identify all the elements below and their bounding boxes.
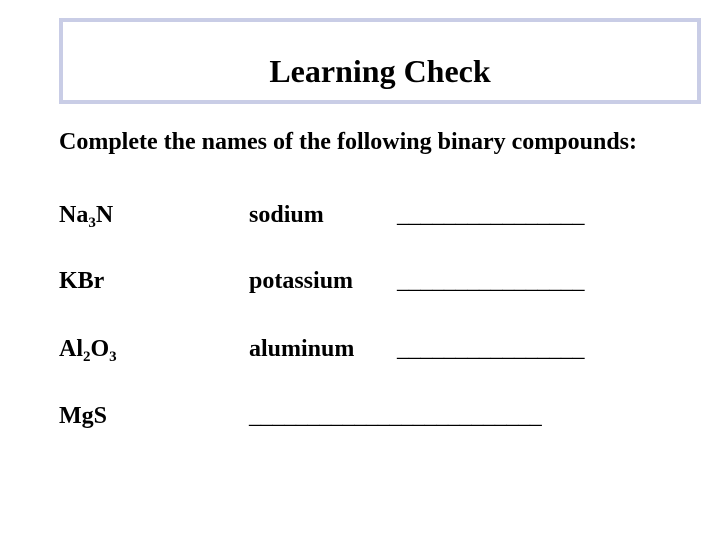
- compound-row-3: [0, 336, 728, 370]
- formula-symbol: Al: [59, 336, 83, 362]
- formula-subscript: 2: [83, 349, 91, 365]
- title-box: [59, 18, 701, 104]
- compound-row-1: [0, 202, 728, 236]
- formula-symbol: KBr: [59, 268, 105, 294]
- name-prefix: potassium: [249, 268, 354, 294]
- answer-blank[interactable]: ________________: [397, 202, 585, 228]
- compound-formula: [59, 202, 113, 229]
- compound-formula: [59, 403, 107, 430]
- answer-blank[interactable]: ________________: [397, 268, 585, 294]
- formula-subscript: 3: [88, 215, 96, 231]
- instructions-text: Complete the names of the following binary compounds:: [59, 129, 638, 155]
- compound-row-2: [0, 268, 728, 302]
- answer-blank[interactable]: _________________________: [249, 403, 542, 429]
- slide-title: Learning Check: [269, 53, 491, 89]
- name-prefix: sodium: [249, 202, 324, 228]
- compound-formula: [59, 268, 104, 295]
- compound-formula: [59, 336, 117, 363]
- compound-row-4: [0, 403, 728, 437]
- formula-symbol: N: [95, 202, 114, 228]
- name-prefix: aluminum: [249, 336, 355, 362]
- answer-blank[interactable]: ________________: [397, 336, 585, 362]
- formula-symbol: MgS: [59, 403, 107, 429]
- formula-symbol: O: [90, 336, 110, 362]
- formula-symbol: Na: [59, 202, 89, 228]
- formula-subscript: 3: [109, 349, 117, 365]
